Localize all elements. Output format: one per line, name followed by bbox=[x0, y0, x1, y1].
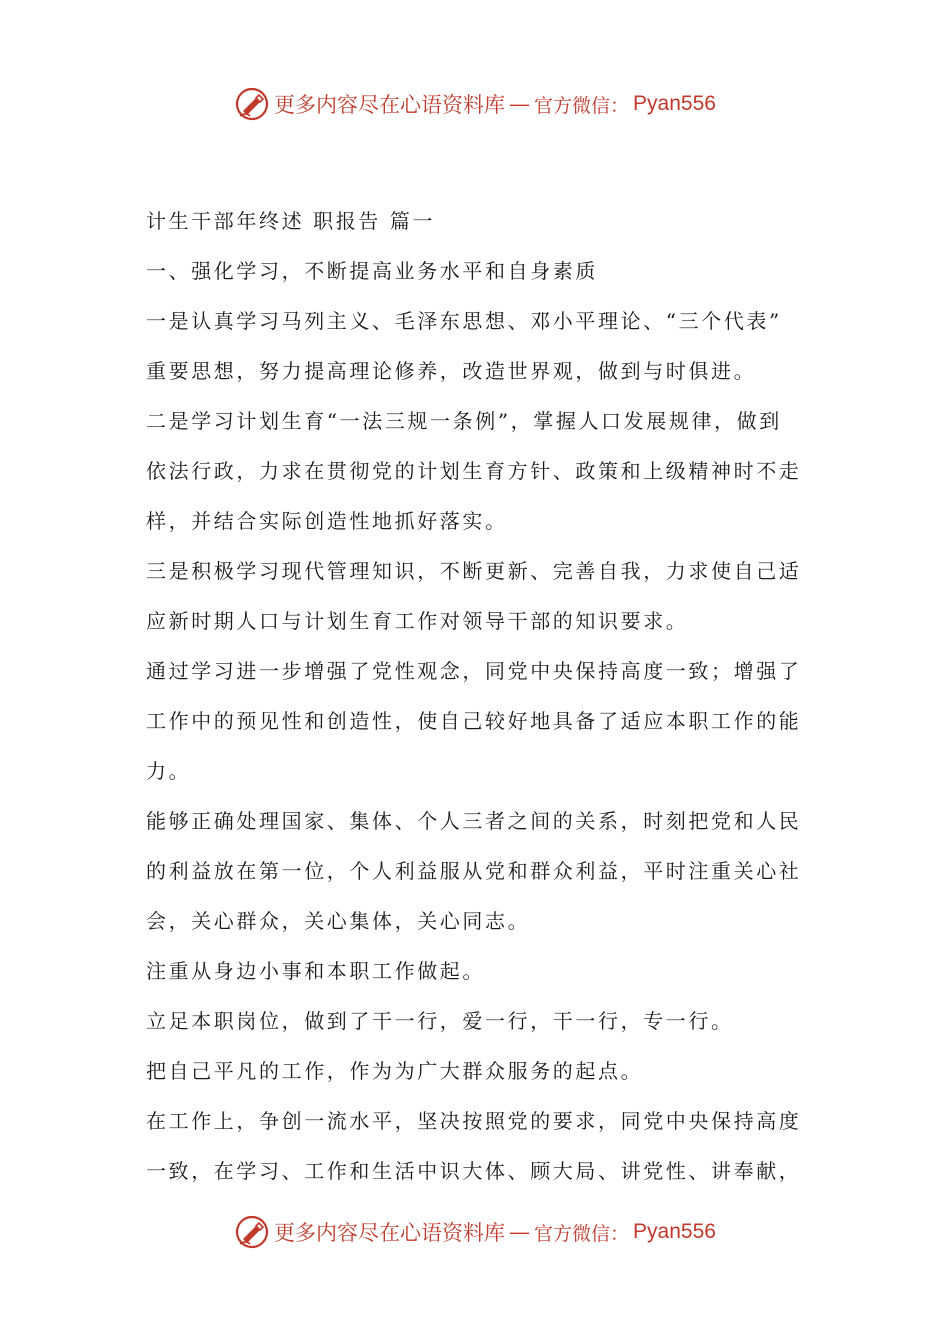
paragraph-line: 三是积极学习现代管理知识，不断更新、完善自我，力求使自己适 bbox=[146, 559, 802, 583]
paragraph-line: 在工作上，争创一流水平，坚决按照党的要求，同党中央保持高度 bbox=[146, 1109, 802, 1133]
paragraph-line: 样，并结合实际创造性地抓好落实。 bbox=[146, 509, 508, 533]
paragraph-line: 把自己平凡的工作，作为为广大群众服务的起点。 bbox=[146, 1059, 644, 1083]
section-heading: 一、强化学习，不断提高业务水平和自身素质 bbox=[146, 259, 598, 283]
pen-logo-icon bbox=[234, 86, 270, 122]
paragraph-line: 一致，在学习、工作和生活中识大体、顾大局、讲党性、讲奉献， bbox=[146, 1159, 802, 1183]
banner-wechat-label: 官方微信： bbox=[534, 94, 630, 117]
paragraph-line: 二是学习计划生育“一法三规一条例”，掌握人口发展规律，做到 bbox=[146, 409, 782, 433]
paragraph-line: 依法行政，力求在贯彻党的计划生育方针、政策和上级精神时不走 bbox=[146, 459, 802, 483]
footer-banner bbox=[0, 1212, 950, 1252]
banner-dash: — bbox=[509, 92, 531, 116]
banner-wechat-label: 官方微信： bbox=[534, 1222, 630, 1245]
paragraph-line: 一是认真学习马列主义、毛泽东思想、邓小平理论、“三个代表” bbox=[146, 309, 782, 333]
header-banner bbox=[0, 84, 950, 124]
paragraph-line: 立足本职岗位，做到了干一行，爱一行，干一行，专一行。 bbox=[146, 1009, 734, 1033]
paragraph-line: 工作中的预见性和创造性，使自己较好地具备了适应本职工作的能 bbox=[146, 709, 802, 733]
document-body bbox=[146, 196, 806, 1196]
paragraph-line: 的利益放在第一位，个人利益服从党和群众利益，平时注重关心社 bbox=[146, 859, 802, 883]
banner-wechat-id: Pyan556 bbox=[633, 1220, 716, 1243]
paragraph-line: 能够正确处理国家、集体、个人三者之间的关系，时刻把党和人民 bbox=[146, 809, 802, 833]
banner-brand-text: 更多内容尽在心语资料库 bbox=[274, 1221, 506, 1245]
document-title: 计生干部年终述 职报告 篇一 bbox=[146, 209, 436, 233]
paragraph-line: 注重从身边小事和本职工作做起。 bbox=[146, 959, 485, 983]
pen-logo-icon bbox=[234, 1214, 270, 1250]
paragraph-line: 重要思想，努力提高理论修养，改造世界观，做到与时俱进。 bbox=[146, 359, 757, 383]
banner-wechat-id: Pyan556 bbox=[633, 92, 716, 115]
paragraph-line: 力。 bbox=[146, 759, 192, 783]
paragraph-line: 会，关心群众，关心集体，关心同志。 bbox=[146, 909, 531, 933]
banner-brand-text: 更多内容尽在心语资料库 bbox=[274, 93, 506, 117]
paragraph-line: 应新时期人口与计划生育工作对领导干部的知识要求。 bbox=[146, 609, 689, 633]
paragraph-line: 通过学习进一步增强了党性观念，同党中央保持高度一致；增强了 bbox=[146, 659, 802, 683]
banner-dash: — bbox=[509, 1220, 531, 1244]
